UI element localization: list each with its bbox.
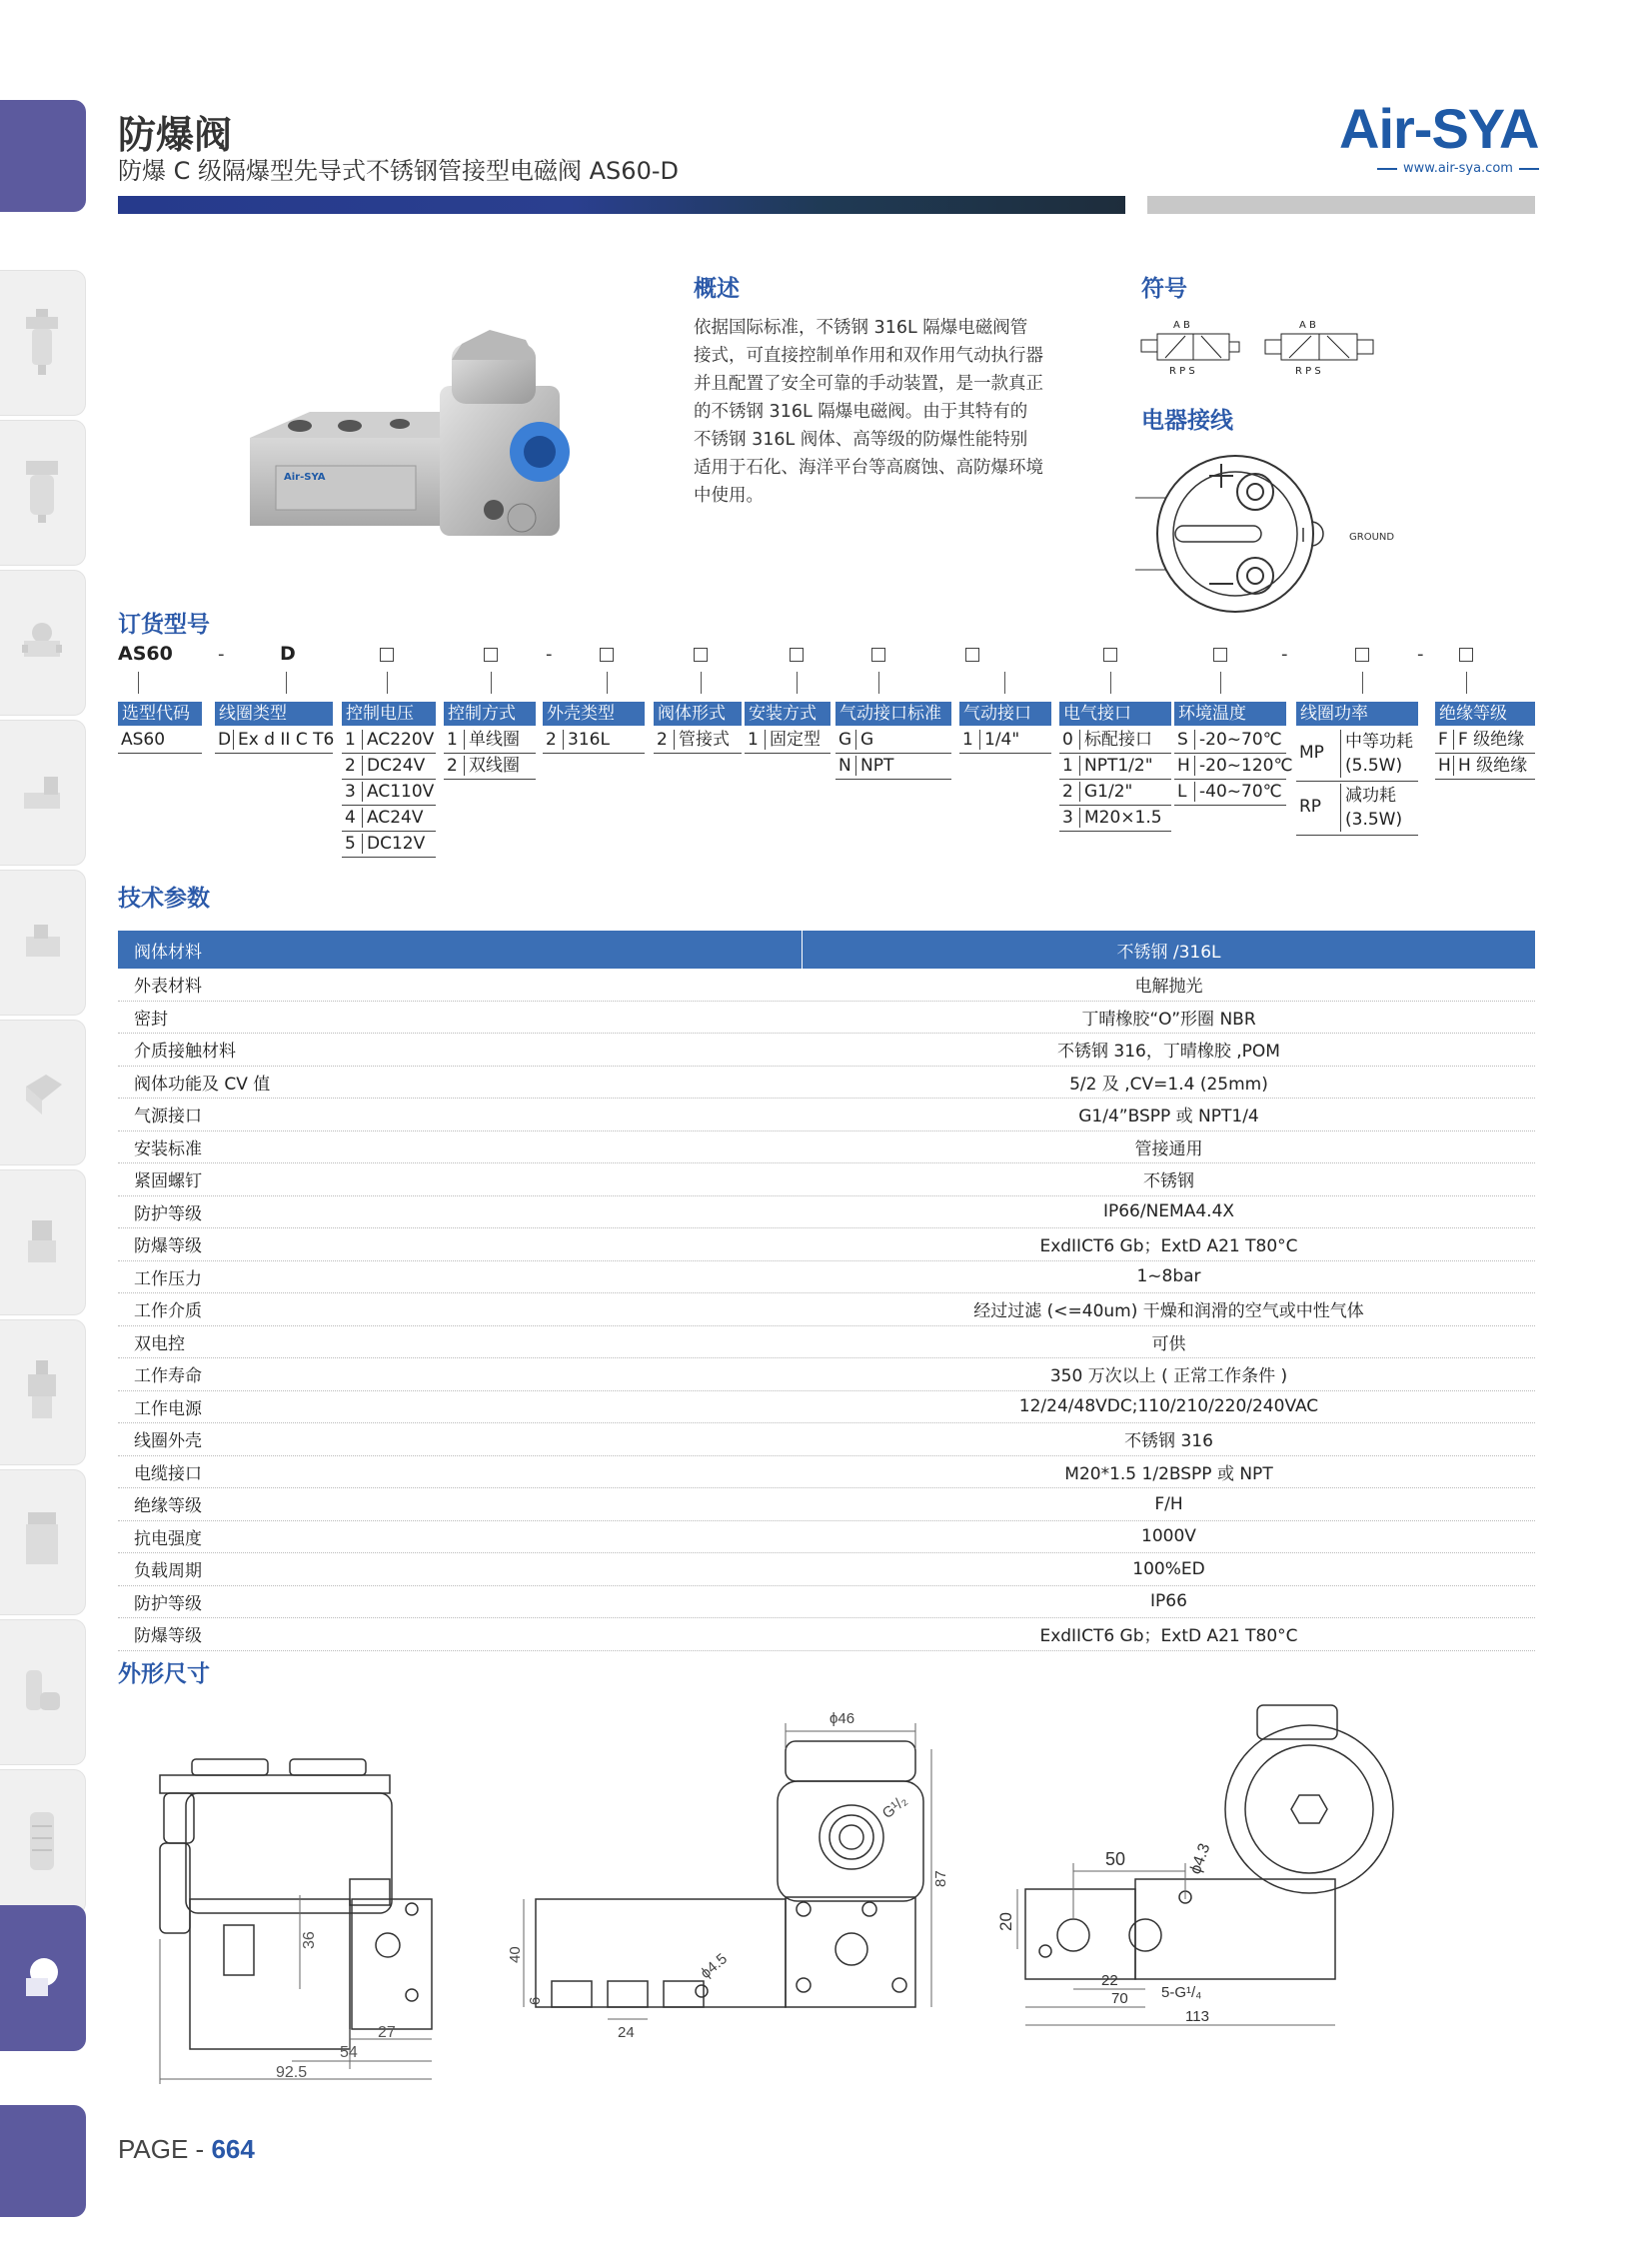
specs-header-row bbox=[118, 931, 1535, 969]
ordering-col-head: 气动接口标准 bbox=[835, 702, 951, 726]
spec-param: 负载周期 bbox=[118, 1553, 803, 1586]
ordering-col-head: 选型代码 bbox=[118, 702, 202, 726]
product-image bbox=[240, 326, 620, 566]
valve-body-icon bbox=[22, 907, 62, 977]
spec-param: 防护等级 bbox=[118, 1585, 803, 1618]
ordering-option: H H 级绝缘 bbox=[1435, 754, 1535, 780]
ordering-col-head: 阀体形式 bbox=[654, 702, 742, 726]
spec-value: 5/2 及 ,CV=1.4 (25mm) bbox=[803, 1066, 1536, 1099]
spec-row bbox=[118, 1325, 1535, 1358]
ordering-option: 2 DC24V bbox=[342, 754, 436, 780]
ordering-tick bbox=[1466, 672, 1467, 694]
title-bar-accent bbox=[1147, 196, 1535, 214]
code-slot-housing bbox=[600, 648, 614, 662]
spec-param: 防爆等级 bbox=[118, 1618, 803, 1651]
spec-row bbox=[118, 969, 1535, 1001]
title-bar bbox=[118, 196, 1125, 214]
symbol-port-top-2: A B bbox=[1299, 320, 1316, 331]
side-tab-valve-6[interactable] bbox=[0, 1469, 86, 1615]
side-tab-valve-3[interactable] bbox=[0, 1020, 86, 1165]
dim-label: 40 bbox=[507, 1946, 524, 1963]
dimensions-heading: 外形尺寸 bbox=[118, 1661, 210, 1687]
ordering-col-head: 绝缘等级 bbox=[1435, 702, 1535, 726]
spec-value: M20*1.5 1/2BSPP 或 NPT bbox=[803, 1455, 1536, 1488]
ground-label: GROUND bbox=[1349, 532, 1395, 543]
dim-label: 6 bbox=[527, 1996, 544, 2005]
spec-param: 绝缘等级 bbox=[118, 1488, 803, 1521]
spec-row bbox=[118, 1228, 1535, 1261]
spec-row bbox=[118, 1553, 1535, 1586]
symbol-heading: 符号 bbox=[1141, 276, 1187, 302]
side-tab-valve-2[interactable] bbox=[0, 870, 86, 1016]
dim-label: ϕ46 bbox=[829, 1710, 855, 1727]
spec-param: 抗电强度 bbox=[118, 1520, 803, 1553]
code-slot-electrical bbox=[1103, 648, 1117, 662]
product-brand-label: Air-SYA bbox=[284, 472, 326, 483]
ordering-tick bbox=[387, 672, 388, 694]
ordering-option: MP 中等功耗 (5.5W) bbox=[1296, 728, 1418, 782]
page-number bbox=[118, 2134, 255, 2165]
code-slot-insulation bbox=[1459, 648, 1473, 662]
spec-value: IP66/NEMA4.4X bbox=[803, 1195, 1536, 1228]
cylinder-valve-icon bbox=[22, 1506, 62, 1576]
side-tab-fitting[interactable] bbox=[0, 1619, 86, 1765]
ordering-col-head: 外壳类型 bbox=[543, 702, 645, 726]
spec-row bbox=[118, 1130, 1535, 1163]
spec-value: 不锈钢 bbox=[803, 1163, 1536, 1196]
side-tab-explosion-proof[interactable] bbox=[0, 1905, 86, 2051]
ordering-prefix: AS60 bbox=[118, 643, 173, 665]
spec-param: 气源接口 bbox=[118, 1099, 803, 1131]
ordering-option: L -40~70℃ bbox=[1174, 780, 1286, 806]
spec-row bbox=[118, 1455, 1535, 1488]
manifold-icon bbox=[22, 1356, 62, 1426]
spec-row bbox=[118, 1390, 1535, 1423]
ordering-tick bbox=[1362, 672, 1363, 694]
spec-value: 1000V bbox=[803, 1520, 1536, 1553]
ordering-option: 3 M20×1.5 bbox=[1059, 806, 1171, 832]
side-tab-valve-1[interactable] bbox=[0, 570, 86, 716]
silencer-icon bbox=[22, 1806, 62, 1876]
specs-table bbox=[118, 931, 1535, 1651]
side-tab-top[interactable] bbox=[0, 100, 86, 212]
ordering-tick bbox=[878, 672, 879, 694]
spec-value: IP66 bbox=[803, 1585, 1536, 1618]
ordering-tick bbox=[701, 672, 702, 694]
spec-value: 1~8bar bbox=[803, 1260, 1536, 1293]
ordering-option: F F 级绝缘 bbox=[1435, 728, 1535, 754]
spec-param: 工作压力 bbox=[118, 1260, 803, 1293]
spec-param: 紧固螺钉 bbox=[118, 1163, 803, 1196]
dim-label: ϕ4.3 bbox=[1186, 1841, 1214, 1877]
angle-valve-icon bbox=[22, 1206, 62, 1276]
dim-label: 20 bbox=[996, 1912, 1015, 1931]
ordering-tick bbox=[1220, 672, 1221, 694]
ordering-option: N NPT bbox=[835, 754, 951, 780]
spec-param: 外表材料 bbox=[118, 969, 803, 1001]
spec-value: 350 万次以上 ( 正常工作条件 ) bbox=[803, 1358, 1536, 1391]
spec-param: 阀体功能及 CV 值 bbox=[118, 1066, 803, 1099]
spec-row bbox=[118, 1488, 1535, 1521]
dimension-front-view bbox=[507, 1709, 949, 2049]
ordering-tick bbox=[1004, 672, 1005, 694]
ordering-col-head: 线圈类型 bbox=[215, 702, 333, 726]
side-tab-valve-5[interactable] bbox=[0, 1319, 86, 1465]
ordering-col-head: 电气接口 bbox=[1059, 702, 1171, 726]
wiring-diagram bbox=[1135, 448, 1415, 618]
spec-param: 双电控 bbox=[118, 1325, 803, 1358]
ordering-col-head: 线圈功率 bbox=[1296, 702, 1418, 726]
ordering-option: H -20~120℃ bbox=[1174, 754, 1286, 780]
ordering-col-head: 控制方式 bbox=[444, 702, 536, 726]
page-number-value: 664 bbox=[211, 2134, 255, 2164]
spec-value: 丁晴橡胶“O”形圈 NBR bbox=[803, 1001, 1536, 1034]
ordering-dash-2: - bbox=[546, 644, 553, 665]
spec-row bbox=[118, 1099, 1535, 1131]
code-slot-body bbox=[694, 648, 708, 662]
valve-symbol-double bbox=[1261, 318, 1379, 376]
spec-value: F/H bbox=[803, 1488, 1536, 1521]
elbow-fitting-icon bbox=[22, 1656, 62, 1726]
symbol-port-bottom-2: R P S bbox=[1295, 366, 1321, 377]
dim-label: 22 bbox=[1101, 1972, 1118, 1989]
spec-row bbox=[118, 1034, 1535, 1067]
page-title: 防爆阀 bbox=[118, 113, 233, 157]
spec-param: 介质接触材料 bbox=[118, 1034, 803, 1067]
dim-label: 54 bbox=[340, 2044, 358, 2061]
ordering-tick bbox=[491, 672, 492, 694]
side-tab-lubricator[interactable] bbox=[0, 420, 86, 566]
dim-label: G¹/₂ bbox=[878, 1791, 910, 1823]
spec-row bbox=[118, 1520, 1535, 1553]
side-tab-bottom[interactable] bbox=[0, 2105, 86, 2217]
ordering-dash-4: - bbox=[1417, 644, 1424, 665]
dim-label: 113 bbox=[1185, 2008, 1209, 2025]
brand-logo: Air-SYA bbox=[1339, 97, 1539, 160]
spec-param: 安装标准 bbox=[118, 1130, 803, 1163]
spec-value: 管接通用 bbox=[803, 1130, 1536, 1163]
side-tab-silencer[interactable] bbox=[0, 1769, 86, 1915]
spec-row bbox=[118, 1585, 1535, 1618]
spec-param: 工作寿命 bbox=[118, 1358, 803, 1391]
dim-label: 27 bbox=[378, 2024, 396, 2041]
ordering-col-head: 安装方式 bbox=[745, 702, 830, 726]
dim-label: 87 bbox=[932, 1870, 949, 1887]
ordering-option: 2 管接式 bbox=[654, 728, 742, 754]
wiring-heading: 电器接线 bbox=[1141, 408, 1233, 434]
solenoid-icon bbox=[22, 757, 62, 827]
spec-value: 可供 bbox=[803, 1325, 1536, 1358]
code-slot-temperature bbox=[1213, 648, 1227, 662]
dim-label: 70 bbox=[1111, 1990, 1128, 2007]
code-slot-port bbox=[965, 648, 979, 662]
valve-symbol-single bbox=[1139, 318, 1249, 376]
ordering-option: 1 单线圈 bbox=[444, 728, 536, 754]
code-slot-port-std bbox=[871, 648, 885, 662]
code-slot-control bbox=[484, 648, 498, 662]
ordering-dash-1: - bbox=[218, 644, 225, 665]
spec-row bbox=[118, 1066, 1535, 1099]
spec-value: 电解抛光 bbox=[803, 969, 1536, 1001]
spec-param: 阀体材料 bbox=[118, 931, 803, 969]
ordering-tick bbox=[1110, 672, 1111, 694]
spec-row bbox=[118, 1423, 1535, 1456]
spec-row bbox=[118, 1195, 1535, 1228]
specs-heading: 技术参数 bbox=[118, 886, 210, 912]
dim-label: 92.5 bbox=[276, 2064, 308, 2081]
spec-row bbox=[118, 1001, 1535, 1034]
ordering-tick bbox=[138, 672, 139, 694]
ordering-option: 1 1/4" bbox=[959, 728, 1051, 754]
ordering-option: S -20~70℃ bbox=[1174, 728, 1286, 754]
spec-value: 经过过滤 (<=40um) 干燥和润滑的空气或中性气体 bbox=[803, 1293, 1536, 1326]
dim-label: 50 bbox=[1105, 1849, 1126, 1869]
spec-value: 不锈钢 316 bbox=[803, 1423, 1536, 1456]
code-slot-voltage bbox=[380, 648, 394, 662]
ordering-tick bbox=[797, 672, 798, 694]
spec-param: 防爆等级 bbox=[118, 1228, 803, 1261]
ordering-option: RP 减功耗 (3.5W) bbox=[1296, 782, 1418, 836]
ordering-option: 4 AC24V bbox=[342, 806, 436, 832]
code-slot-power bbox=[1355, 648, 1369, 662]
overview-heading: 概述 bbox=[694, 276, 740, 302]
spec-value: G1/4”BSPP 或 NPT1/4 bbox=[803, 1099, 1536, 1131]
spec-row bbox=[118, 1358, 1535, 1391]
ordering-col-head: 控制电压 bbox=[342, 702, 436, 726]
valve-icon bbox=[22, 607, 62, 677]
ordering-option: 1 AC220V bbox=[342, 728, 436, 754]
spec-value: 不锈钢 316，丁晴橡胶 ,POM bbox=[803, 1034, 1536, 1067]
spec-row bbox=[118, 1293, 1535, 1326]
ordering-option: 5 DC12V bbox=[342, 832, 436, 858]
symbol-port-bottom: R P S bbox=[1169, 366, 1195, 377]
spec-value: 不锈钢 /316L bbox=[803, 931, 1536, 969]
spec-param: 电缆接口 bbox=[118, 1455, 803, 1488]
filter-regulator-icon bbox=[22, 307, 62, 377]
ordering-dash-3: - bbox=[1281, 644, 1288, 665]
code-slot-mount bbox=[790, 648, 804, 662]
ordering-tick bbox=[607, 672, 608, 694]
valve-block-icon bbox=[22, 1057, 62, 1126]
spec-value: 100%ED bbox=[803, 1553, 1536, 1586]
spec-param: 工作电源 bbox=[118, 1390, 803, 1423]
ordering-option: AS60 bbox=[118, 728, 202, 754]
ordering-option: 1 固定型 bbox=[745, 728, 830, 754]
dim-label: 24 bbox=[618, 2024, 635, 2041]
ordering-tick bbox=[286, 672, 287, 694]
symbol-port-top: A B bbox=[1173, 320, 1190, 331]
ordering-col-head: 气动接口 bbox=[959, 702, 1051, 726]
ordering-option: 2 G1/2" bbox=[1059, 780, 1171, 806]
spec-value: ExdIICT6 Gb；ExtD A21 T80°C bbox=[803, 1618, 1536, 1651]
dimension-side-view bbox=[150, 1739, 450, 2089]
explosion-proof-valve-icon bbox=[22, 1942, 62, 2012]
dimension-top-view bbox=[989, 1699, 1409, 2039]
ordering-option: 3 AC110V bbox=[342, 780, 436, 806]
spec-value: ExdIICT6 Gb；ExtD A21 T80°C bbox=[803, 1228, 1536, 1261]
dim-label: ϕ4.5 bbox=[697, 1950, 731, 1983]
side-tab-filter-regulator[interactable] bbox=[0, 270, 86, 416]
ordering-option: 2 双线圈 bbox=[444, 754, 536, 780]
spec-row bbox=[118, 1163, 1535, 1196]
overview-text: 依据国际标准，不锈钢 316L 隔爆电磁阀管接式，可直接控制单作用和双作用气动执行器并且配置了安全可靠的手动装置，是一款真正的不锈钢 316L 隔爆电磁阀。由于其特有的不锈钢 316L 阀体、高等级的防爆性能特别适用于石化、海洋平台等高腐蚀、高防爆环境中使用。 bbox=[694, 318, 1043, 506]
ordering-heading: 订货型号 bbox=[118, 612, 210, 638]
ordering-option: G G bbox=[835, 728, 951, 754]
ordering-col-head: 环境温度 bbox=[1174, 702, 1286, 726]
side-tab-solenoid[interactable] bbox=[0, 720, 86, 866]
brand-url: www.air-sya.com bbox=[1371, 161, 1545, 176]
ordering-option: 0 标配接口 bbox=[1059, 728, 1171, 754]
dim-label: 36 bbox=[301, 1931, 318, 1949]
ordering-option: 1 NPT1/2" bbox=[1059, 754, 1171, 780]
side-tab-valve-4[interactable] bbox=[0, 1169, 86, 1315]
ordering-option: D Ex d II C T6 bbox=[215, 728, 333, 754]
spec-param: 防护等级 bbox=[118, 1195, 803, 1228]
spec-row bbox=[118, 1618, 1535, 1651]
page-subtitle: 防爆 C 级隔爆型先导式不锈钢管接型电磁阀 AS60-D bbox=[118, 157, 679, 185]
spec-param: 线圈外壳 bbox=[118, 1423, 803, 1456]
spec-param: 工作介质 bbox=[118, 1293, 803, 1326]
spec-param: 密封 bbox=[118, 1001, 803, 1034]
spec-value: 12/24/48VDC;110/210/220/240VAC bbox=[803, 1390, 1536, 1423]
ordering-coil-code: D bbox=[280, 643, 296, 665]
page-label: PAGE - bbox=[118, 2134, 212, 2164]
spec-row bbox=[118, 1260, 1535, 1293]
ordering-option: 2 316L bbox=[543, 728, 645, 754]
lubricator-icon bbox=[22, 457, 62, 527]
dim-label: 5-G¹/₄ bbox=[1161, 1984, 1202, 2001]
